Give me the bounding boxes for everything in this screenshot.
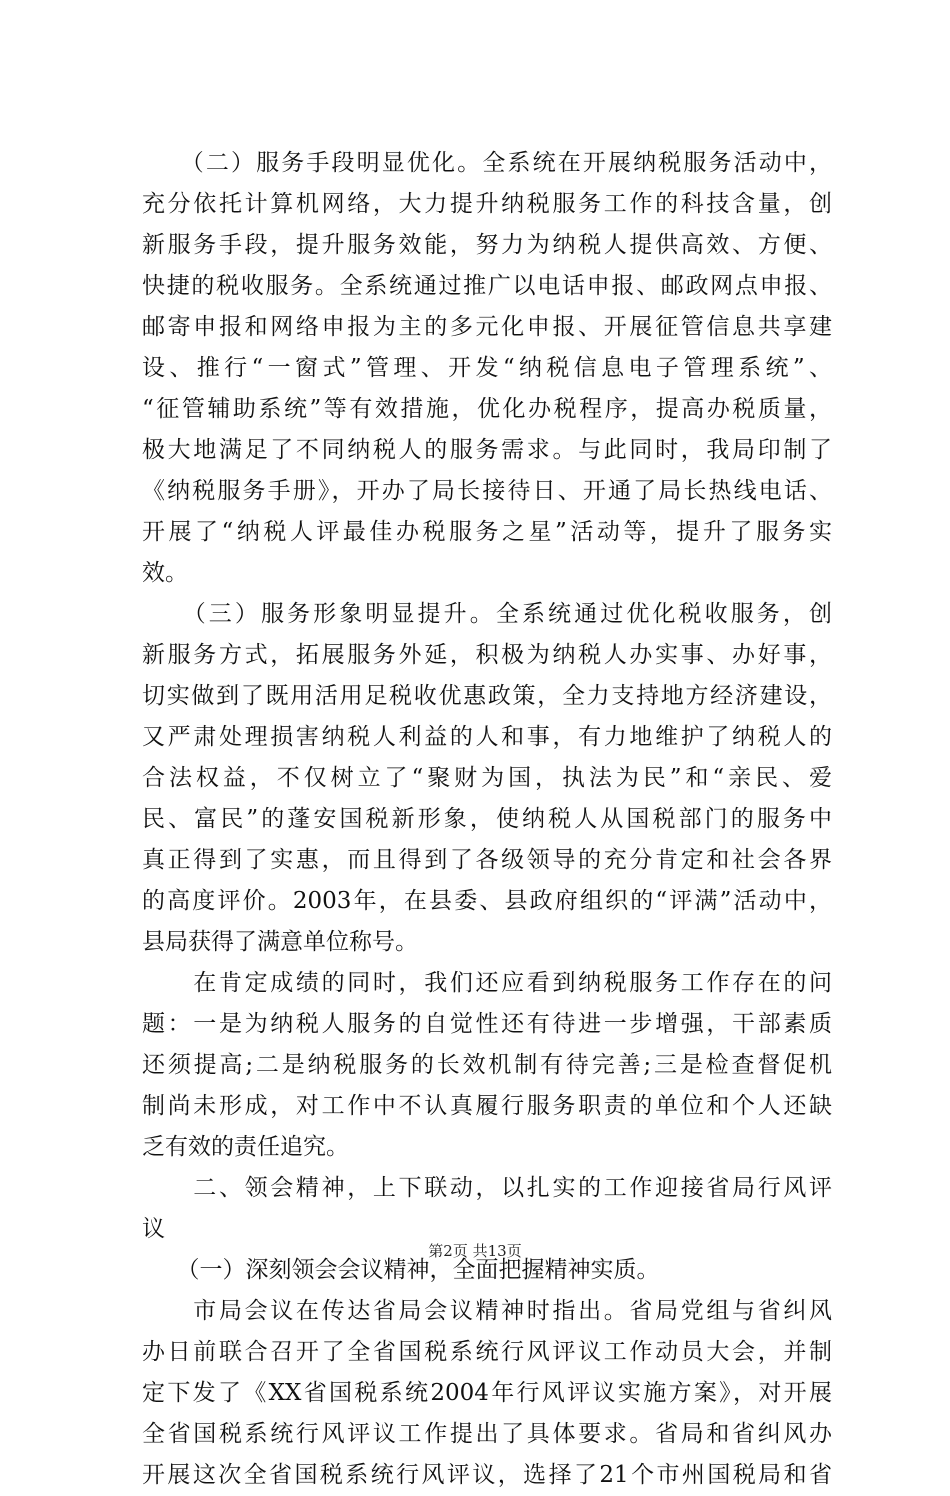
text-line: 充分依托计算机网络，大力提升纳税服务工作的科技含量，创	[142, 191, 832, 217]
text-line: 新服务手段，提升服务效能，努力为纳税人提供高效、方便、	[142, 232, 832, 258]
text-line: 开展这次全省国税系统行风评议，选择了21个市州国税局和省	[142, 1462, 832, 1488]
text-line: 合法权益，不仅树立了“聚财为国，执法为民”和“亲民、爱	[142, 765, 832, 791]
text-line: 邮寄申报和网络申报为主的多元化申报、开展征管信息共享建	[142, 314, 832, 340]
text-line: 办日前联合召开了全省国税系统行风评议工作动员大会，并制	[142, 1339, 832, 1365]
text-line: 设、推行“一窗式”管理、开发“纳税信息电子管理系统”、	[142, 355, 832, 381]
text-line: 快捷的税收服务。全系统通过推广以电话申报、邮政网点申报、	[142, 273, 832, 299]
text-line: 乏有效的责任追究。	[142, 1134, 349, 1160]
text-line: 在肯定成绩的同时，我们还应看到纳税服务工作存在的问	[142, 970, 832, 996]
text-line: 新服务方式，拓展服务外延，积极为纳税人办实事、办好事，	[142, 642, 832, 668]
text-line: 还须提高;二是纳税服务的长效机制有待完善;三是检查督促机	[142, 1052, 832, 1078]
text-line: 二、领会精神，上下联动，以扎实的工作迎接省局行风评	[142, 1175, 832, 1201]
text-line: 题：一是为纳税人服务的自觉性还有待进一步增强，干部素质	[142, 1011, 832, 1037]
text-line: 又严肃处理损害纳税人利益的人和事，有力地维护了纳税人的	[142, 724, 832, 750]
text-line: 的高度评价。2003年，在县委、县政府组织的“评满”活动中，	[142, 888, 832, 914]
text-line: 民、富民”的蓬安国税新形象，使纳税人从国税部门的服务中	[142, 806, 832, 832]
text-line: 制尚未形成，对工作中不认真履行服务职责的单位和个人还缺	[142, 1093, 832, 1119]
text-line: 定下发了《XX省国税系统2004年行风评议实施方案》，对开展	[142, 1380, 832, 1406]
text-line: （三）服务形象明显提升。全系统通过优化税收服务，创	[142, 601, 832, 627]
text-line: （一）深刻领会会议精神，全面把握精神实质。	[142, 1257, 660, 1283]
text-line: 县局获得了满意单位称号。	[142, 929, 418, 955]
text-line: 切实做到了既用活用足税收优惠政策，全力支持地方经济建设，	[142, 683, 832, 709]
text-line: （二）服务手段明显优化。全系统在开展纳税服务活动中，	[142, 150, 832, 176]
text-line: 全省国税系统行风评议工作提出了具体要求。省局和省纠风办	[142, 1421, 832, 1447]
text-line: 极大地满足了不同纳税人的服务需求。与此同时，我局印制了	[142, 437, 832, 463]
text-line: 《纳税服务手册》，开办了局长接待日、开通了局长热线电话、	[142, 478, 832, 504]
page-footer: 第2页 共13页	[428, 1242, 522, 1260]
text-line: 效。	[142, 560, 188, 586]
text-line: 开展了“纳税人评最佳办税服务之星”活动等，提升了服务实	[142, 519, 832, 545]
text-line: 真正得到了实惠，而且得到了各级领导的充分肯定和社会各界	[142, 847, 832, 873]
text-line: 议	[142, 1216, 165, 1242]
text-line: “征管辅助系统”等有效措施，优化办税程序，提高办税质量，	[142, 396, 832, 422]
text-line: 市局会议在传达省局会议精神时指出。省局党组与省纠风	[142, 1298, 832, 1324]
body-text	[142, 143, 832, 1496]
